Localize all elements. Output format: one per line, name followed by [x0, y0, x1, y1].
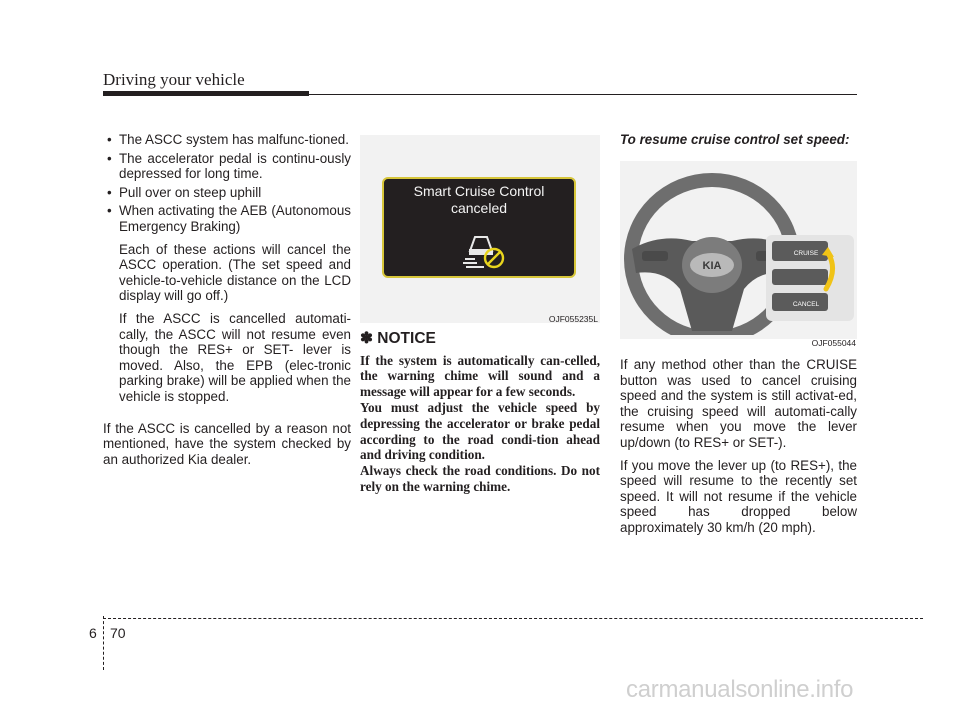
footer-rule	[103, 618, 923, 619]
lcd-figure	[360, 135, 600, 323]
lcd-message-line1: Smart Cruise Control	[413, 183, 545, 199]
column-left	[103, 132, 351, 467]
cancel-effect-paragraph: Each of these actions will cancel the ASCC operation. (The set speed and vehicle-to-vehicle distance on the LCD display will go off.)	[119, 241, 351, 304]
cruise-button-label: CRUISE	[793, 250, 819, 257]
page-header-title: Driving your vehicle	[103, 70, 245, 89]
section-number: 6	[89, 625, 97, 641]
kia-logo: KIA	[702, 260, 722, 272]
figure-caption: OJF055044	[811, 338, 856, 348]
footer-divider	[103, 616, 104, 670]
resume-paragraph-1: If any method other than the CRUISE button was used to cancel cruising speed and the system is still activat-ed, the cruising speed will automati-cally resume when you move the lever up/down (to RES+ or SET-).	[620, 357, 857, 450]
notice-heading: ✽ NOTICE	[360, 330, 436, 347]
lcd-display	[382, 177, 576, 278]
header-rule	[103, 94, 857, 95]
page-number: 70	[110, 625, 126, 641]
lcd-message-line2: canceled	[450, 200, 508, 216]
resume-paragraph-2: If you move the lever up (to RES+), the speed will resume to the recently set speed. It will not resume if the vehicle speed has dropped below approximately 30 km/h (20 mph).	[620, 457, 857, 535]
steering-wheel-icon	[620, 161, 857, 335]
figure-caption: OJF055235L	[548, 314, 598, 324]
notice-sentence: Always check the road conditions. Do not rely on the warning chime.	[360, 463, 600, 494]
steering-wheel-figure	[620, 161, 857, 348]
notice-sentence: You must adjust the vehicle speed by depressing the accelerator or brake pedal according to the road condi-tion ahead and driving condition.	[360, 399, 600, 463]
column-right	[620, 132, 857, 536]
notice-text	[360, 353, 600, 495]
column-middle	[360, 135, 600, 495]
list-item: • Pull over on steep uphill	[103, 185, 351, 201]
cancel-button-label: CANCEL	[792, 301, 820, 308]
watermark: carmanualsonline.info	[626, 676, 854, 703]
cancel-conditions-list	[103, 132, 351, 235]
resume-heading: To resume cruise control set speed:	[620, 132, 850, 147]
cruise-canceled-icon	[462, 227, 506, 269]
dealer-check-paragraph: If the ASCC is cancelled by a reason not mentioned, have the system checked by an authorized Kia dealer.	[103, 420, 351, 467]
auto-cancel-paragraph: If the ASCC is cancelled automati-cally, the ASCC will not resume even though the RES+ or SET- lever is moved. Also, the EPB (elec-tronic parking brake) will be applied when the vehicle is stopped.	[119, 310, 351, 404]
list-item: • When activating the AEB (Autonomous Emergency Braking)	[103, 203, 351, 234]
notice-sentence: If the system is automatically can-celled, the warning chime will sound and a message will appear for a few seconds.	[360, 352, 600, 400]
list-item: • The accelerator pedal is continu-ously depressed for long time.	[103, 151, 351, 182]
list-item: • The ASCC system has malfunc-tioned.	[103, 132, 351, 148]
